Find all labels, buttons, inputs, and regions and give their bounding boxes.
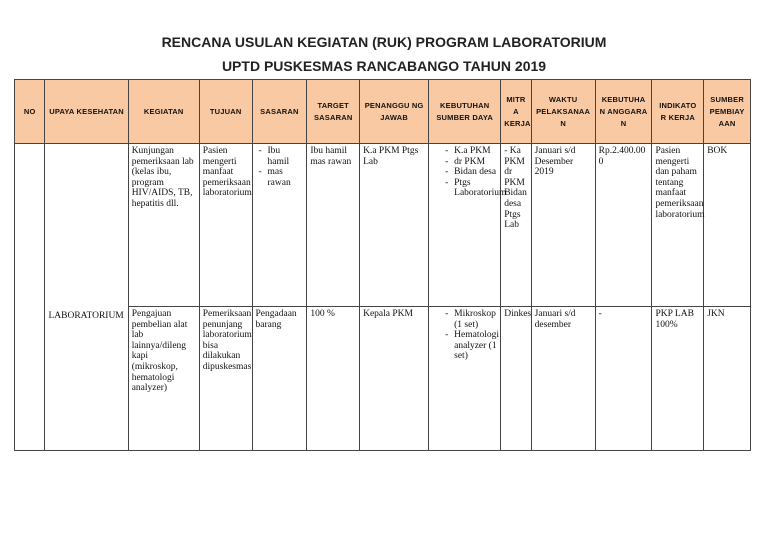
cell-waktu: Januari s/d desember [531, 307, 595, 451]
header-upaya: UPAYA KESEHATAN [45, 80, 128, 144]
header-anggaran: KEBUTUHA N ANGGARA N [595, 80, 652, 144]
list-item: - Mikroskop (1 set) [442, 309, 497, 330]
cell-waktu: Januari s/d Desember 2019 [531, 144, 595, 307]
cell-mitra: Dinkes [501, 307, 531, 451]
cell-anggaran: - [595, 307, 652, 451]
sasaran-list [256, 146, 304, 188]
list-item: - dr PKM [442, 157, 497, 168]
header-mitra-kerja: MITR A KERJA [501, 80, 531, 144]
header-no: NO [15, 80, 45, 144]
list-item: - Ibu hamil [256, 146, 304, 167]
document-subtitle: UPTD PUSKESMAS RANCABANGO TAHUN 2019 [221, 58, 547, 74]
cell-kegiatan: Pengajuan pembelian alat lab lainnya/dileng kapi (mikroskop, hematologi analyzer) [128, 307, 199, 451]
header-sumber: SUMBER PEMBIAY AAN [704, 80, 751, 144]
list-item: - Hematologi analyzer (1 set) [442, 330, 497, 362]
cell-sasaran [252, 144, 307, 307]
header-sasaran: SASARAN [252, 80, 307, 144]
header-tujuan: TUJUAN [199, 80, 252, 144]
list-item: - K.a PKM [442, 146, 497, 157]
list-item: - Ptgs Laboratorium [442, 178, 497, 199]
cell-indikator: PKP LAB 100% [652, 307, 704, 451]
cell-tujuan: Pasien mengerti manfaat pemeriksaan laboratorium [199, 144, 252, 307]
cell-upaya: LABORATORIUM [45, 144, 128, 451]
cell-sumber: JKN [704, 307, 751, 451]
list-item: - Bidan desa [442, 167, 497, 178]
header-penanggung-jawab: PENANGGU NG JAWAB [360, 80, 429, 144]
list-item: - mas rawan [256, 167, 304, 188]
cell-target: Ibu hamil mas rawan [307, 144, 360, 307]
document-title: RENCANA USULAN KEGIATAN (RUK) PROGRAM LABORATORIUM [161, 34, 607, 50]
table-row [15, 144, 751, 307]
cell-anggaran: Rp.2.400.00 0 [595, 144, 652, 307]
kebutuhan-list [432, 309, 497, 362]
header-row [15, 80, 751, 144]
cell-penanggung-jawab: Kepala PKM [360, 307, 429, 451]
header-kebutuhan-sumber-daya: KEBUTUHAN SUMBER DAYA [429, 80, 501, 144]
cell-mitra: - Ka PKM dr PKM Bidan desa Ptgs Lab [501, 144, 531, 307]
kebutuhan-list [432, 146, 507, 199]
cell-kebutuhan [429, 307, 501, 451]
cell-kebutuhan [429, 144, 507, 307]
header-kegiatan: KEGIATAN [128, 80, 199, 144]
cell-sasaran: Pengadaan barang [252, 307, 307, 451]
cell-no [15, 144, 45, 451]
header-target: TARGET SASARAN [307, 80, 360, 144]
header-waktu: WAKTU PELAKSANAA N [531, 80, 595, 144]
cell-tujuan: Pemeriksaan penunjang laboratorium bisa dilakukan dipuskesmas [199, 307, 252, 451]
ruk-table [14, 79, 751, 451]
cell-indikator: Pasien mengerti dan paham tentang manfaat pemeriksaan laboratorium [652, 144, 704, 307]
cell-sumber: BOK [704, 144, 751, 307]
cell-kegiatan: Kunjungan pemeriksaan lab (kelas ibu, program HIV/AIDS, TB, hepatitis dll. [128, 144, 199, 307]
header-indikator: INDIKATO R KERJA [652, 80, 704, 144]
cell-target: 100 % [307, 307, 360, 451]
cell-penanggung-jawab: K.a PKM Ptgs Lab [360, 144, 429, 307]
